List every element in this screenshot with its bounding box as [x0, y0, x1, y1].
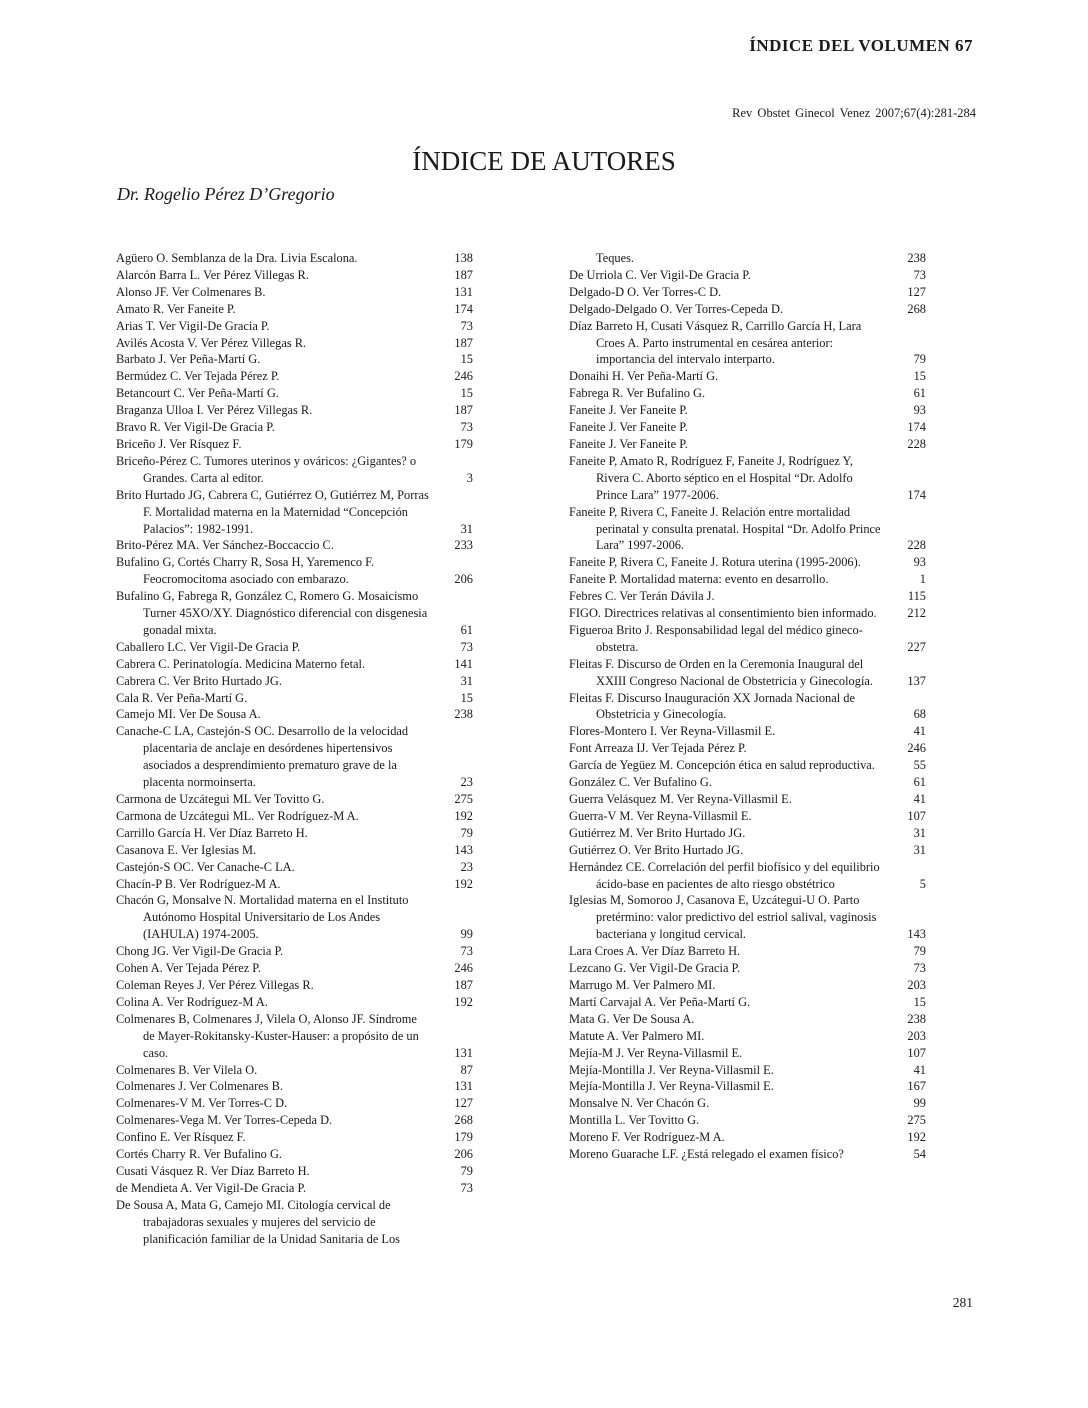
entry-text: Iglesias M, Somoroo J, Casanova E, Uzcátegui-U O. Parto pretérmino: valor predictivo del estriol salival, vaginosis bacteriana y longitud cervical. — [569, 893, 877, 942]
entry-text: Briceño-Pérez C. Tumores uterinos y ováricos: ¿Gigantes? o Grandes. Carta al editor. — [116, 453, 417, 485]
entry-text: Faneite P, Amato R, Rodríguez F, Faneite J, Rodríguez Y, Rivera C. Aborto séptico en el Hospital “Dr. Adolfo Prince Lara” 1977-2006. — [569, 453, 853, 502]
entry-page-number: 203 — [907, 977, 926, 992]
entry-text: Gutiérrez O. Ver Brito Hurtado JG. — [569, 842, 744, 857]
entry-page-number: 187 — [454, 267, 473, 282]
entry-page-number: 174 — [907, 487, 926, 502]
entry-page-number: 246 — [907, 741, 926, 756]
entry-text: Barbato J. Ver Peña-Martí G. — [116, 352, 261, 367]
entry-page-number: 141 — [454, 656, 473, 671]
index-column-left — [116, 250, 473, 1247]
entry-page-number: 87 — [460, 1062, 473, 1077]
entry-text: Font Arreaza IJ. Ver Tejada Pérez P. — [569, 741, 747, 756]
index-entry — [116, 639, 473, 656]
index-entry — [116, 453, 473, 487]
entry-text: Moreno F. Ver Rodríguez-M A. — [569, 1130, 725, 1145]
entry-page-number: 61 — [913, 386, 926, 401]
index-entry — [116, 335, 473, 352]
index-entry — [569, 723, 926, 740]
entry-text: Bravo R. Ver Vigil-De Gracia P. — [116, 420, 275, 435]
index-entry — [116, 859, 473, 876]
index-entry — [569, 301, 926, 318]
entry-text: Mata G. Ver De Sousa A. — [569, 1011, 695, 1026]
entry-text: Faneite P, Rivera C, Faneite J. Relación entre mortalidad perinatal y consulta prenatal. Hospital “Dr. Adolfo Prince Lara” 1997-2006. — [569, 504, 881, 553]
entry-text: Fleitas F. Discurso Inauguración XX Jornada Nacional de Obstetricia y Ginecología. — [569, 690, 855, 722]
entry-page-number: 73 — [913, 961, 926, 976]
index-entry — [569, 791, 926, 808]
entry-text: Colmenares J. Ver Colmenares B. — [116, 1079, 284, 1094]
index-entry — [569, 825, 926, 842]
entry-page-number: 99 — [460, 927, 473, 942]
index-entry — [569, 1028, 926, 1045]
entry-text: Brito-Pérez MA. Ver Sánchez-Boccaccio C. — [116, 538, 334, 553]
entry-page-number: 187 — [454, 977, 473, 992]
entry-text: Guerra Velásquez M. Ver Reyna-Villasmil E. — [569, 792, 792, 806]
entry-page-number: 192 — [907, 1130, 926, 1145]
entry-page-number: 3 — [466, 470, 473, 485]
index-entry — [116, 537, 473, 554]
entry-page-number: 54 — [913, 1147, 926, 1162]
entry-text: Canache-C LA, Castejón-S OC. Desarrollo de la velocidad placentaria de anclaje en desórdenes hipertensivos asociados a desprendimiento prematuro grave de la placenta normoinserta. — [116, 724, 409, 790]
index-entry — [569, 960, 926, 977]
entry-text: Mejía-Montilla J. Ver Reyna-Villasmil E. — [569, 1062, 774, 1077]
entry-text: de Mendieta A. Ver Vigil-De Gracia P. — [116, 1180, 307, 1195]
entry-page-number: 187 — [454, 403, 473, 418]
journal-citation: Rev Obstet Ginecol Venez 2007;67(4):281-284 — [732, 106, 976, 120]
entry-page-number: 55 — [913, 758, 926, 773]
entry-page-number: 192 — [454, 994, 473, 1009]
index-entry — [569, 1011, 926, 1028]
entry-text: Faneite P. Mortalidad materna: evento en desarrollo. — [569, 572, 829, 587]
entry-text: Castejón-S OC. Ver Canache-C LA. — [116, 859, 295, 874]
entry-text: Bermúdez C. Ver Tejada Pérez P. — [116, 369, 280, 384]
entry-page-number: 1 — [919, 572, 926, 587]
entry-page-number: 5 — [919, 876, 926, 891]
index-entry — [569, 267, 926, 284]
entry-text: Alarcón Barra L. Ver Pérez Villegas R. — [116, 267, 309, 282]
entry-text: Lara Croes A. Ver Díaz Barreto H. — [569, 944, 741, 959]
index-entry — [569, 504, 926, 555]
entry-page-number: 73 — [460, 639, 473, 654]
entry-text: Cabrera C. Ver Brito Hurtado JG. — [116, 673, 282, 688]
index-entry — [569, 994, 926, 1011]
entry-text: Cohen A. Ver Tejada Pérez P. — [116, 961, 261, 976]
index-entry — [569, 368, 926, 385]
entry-page-number: 268 — [907, 301, 926, 316]
entry-page-number: 206 — [454, 572, 473, 587]
entry-text: Flores-Montero I. Ver Reyna-Villasmil E. — [569, 724, 776, 739]
entry-text: Chong JG. Ver Vigil-De Gracia P. — [116, 944, 284, 959]
entry-text: Faneite J. Ver Faneite P. — [569, 420, 688, 435]
index-entry — [116, 791, 473, 808]
entry-text: García de Yegüez M. Concepción ética en salud reproductiva. — [569, 758, 875, 773]
entry-text: Fabrega R. Ver Bufalino G. — [569, 386, 706, 401]
index-entry — [116, 487, 473, 538]
entry-text: Amato R. Ver Faneite P. — [116, 301, 236, 316]
entry-page-number: 131 — [454, 1045, 473, 1060]
index-entry — [569, 284, 926, 301]
entry-text: Mejía-Montilla J. Ver Reyna-Villasmil E. — [569, 1079, 774, 1094]
entry-text: Teques. — [596, 251, 635, 265]
index-entry — [116, 943, 473, 960]
entry-page-number: 61 — [913, 775, 926, 790]
index-entry — [116, 1112, 473, 1129]
index-entry — [116, 1062, 473, 1079]
entry-text: Chacín-P B. Ver Rodríguez-M A. — [116, 876, 281, 891]
entry-page-number: 79 — [913, 944, 926, 959]
entry-page-number: 233 — [454, 538, 473, 553]
entry-page-number: 174 — [907, 420, 926, 435]
index-entry — [116, 351, 473, 368]
entry-page-number: 246 — [454, 369, 473, 384]
entry-page-number: 137 — [907, 673, 926, 688]
index-entry — [116, 554, 473, 588]
index-entry — [116, 808, 473, 825]
entry-page-number: 143 — [454, 842, 473, 857]
entry-page-number: 23 — [460, 775, 473, 790]
entry-text: Mejía-M J. Ver Reyna-Villasmil E. — [569, 1045, 743, 1060]
entry-page-number: 15 — [460, 386, 473, 401]
entry-text: Carmona de Uzcátegui ML. Ver Rodríguez-M A. — [116, 808, 359, 823]
entry-text: Febres C. Ver Terán Dávila J. — [569, 589, 715, 604]
index-entry — [116, 960, 473, 977]
entry-page-number: 15 — [460, 352, 473, 367]
index-column-right — [569, 250, 926, 1163]
index-entry — [116, 723, 473, 791]
entry-page-number: 115 — [907, 589, 926, 604]
index-entry — [569, 605, 926, 622]
entry-text: Colmenares B, Colmenares J, Vilela O, Alonso JF. Síndrome de Mayer-Rokitansky-Kuster-Hauser: a propósito de un caso. — [116, 1011, 419, 1060]
entry-text: Carrillo García H. Ver Díaz Barreto H. — [116, 825, 308, 840]
index-entry — [569, 656, 926, 690]
entry-text: Monsalve N. Ver Chacón G. — [569, 1096, 710, 1111]
entry-text: FIGO. Directrices relativas al consentimiento bien informado. — [569, 606, 877, 621]
index-entry — [569, 250, 926, 267]
entry-text: Marrugo M. Ver Palmero MI. — [569, 977, 716, 992]
entry-page-number: 179 — [454, 1130, 473, 1145]
entry-page-number: 143 — [907, 927, 926, 942]
index-entry — [116, 301, 473, 318]
entry-text: Briceño J. Ver Rísquez F. — [116, 436, 242, 451]
entry-text: Carmona de Uzcátegui ML Ver Tovitto G. — [116, 792, 325, 806]
index-entry — [569, 774, 926, 791]
entry-text: Faneite P, Rivera C, Faneite J. Rotura uterina (1995-2006). — [569, 555, 861, 570]
entry-page-number: 138 — [454, 251, 473, 265]
entry-page-number: 131 — [454, 1079, 473, 1094]
entry-page-number: 41 — [913, 1062, 926, 1077]
index-entry — [569, 318, 926, 369]
entry-text: Lezcano G. Ver Vigil-De Gracia P. — [569, 961, 741, 976]
entry-text: Chacón G, Monsalve N. Mortalidad materna en el Instituto Autónomo Hospital Universitario de Los Andes (IAHULA) 1974-2005. — [116, 893, 409, 942]
index-entry — [116, 419, 473, 436]
entry-page-number: 206 — [454, 1147, 473, 1162]
entry-text: Avilés Acosta V. Ver Pérez Villegas R. — [116, 335, 307, 350]
index-entry — [116, 1197, 473, 1248]
entry-page-number: 179 — [454, 436, 473, 451]
entry-text: Camejo MI. Ver De Sousa A. — [116, 707, 261, 722]
entry-page-number: 107 — [907, 1045, 926, 1060]
entry-page-number: 41 — [913, 792, 926, 806]
entry-page-number: 192 — [454, 876, 473, 891]
index-entry — [116, 267, 473, 284]
entry-text: Brito Hurtado JG, Cabrera C, Gutiérrez O, Gutiérrez M, Porras F. Mortalidad materna en la Maternidad “Concepción Palacios”: 1982-1991. — [116, 487, 429, 536]
index-entry — [116, 436, 473, 453]
index-entry — [116, 1146, 473, 1163]
entry-text: Fleitas F. Discurso de Orden en la Ceremonia Inaugural del XXIII Congreso Nacional de Obstetricia y Ginecología. — [569, 656, 873, 688]
page-title: ÍNDICE DE AUTORES — [412, 146, 676, 176]
index-entry — [569, 588, 926, 605]
index-entry — [116, 385, 473, 402]
entry-page-number: 275 — [454, 792, 473, 806]
index-entry — [569, 740, 926, 757]
index-entry — [116, 250, 473, 267]
entry-page-number: 15 — [913, 994, 926, 1009]
entry-text: Betancourt C. Ver Peña-Martí G. — [116, 386, 279, 401]
entry-text: Díaz Barreto H, Cusati Vásquez R, Carrillo García H, Lara Croes A. Parto instrumental en cesárea anterior: importancia del intervalo interparto. — [569, 318, 862, 367]
entry-text: Caballero LC. Ver Vigil-De Gracia P. — [116, 639, 301, 654]
entry-text: Bufalino G, Fabrega R, González C, Romero G. Mosaicismo Turner 45XO/XY. Diagnóstico diferencial con disgenesia gonadal mixta. — [116, 589, 428, 637]
entry-page-number: 187 — [454, 335, 473, 350]
entry-page-number: 79 — [460, 1163, 473, 1178]
index-entry — [569, 385, 926, 402]
entry-page-number: 99 — [913, 1096, 926, 1111]
entry-page-number: 61 — [460, 622, 473, 637]
index-entry — [569, 571, 926, 588]
entry-page-number: 203 — [907, 1028, 926, 1043]
index-entry — [116, 1163, 473, 1180]
index-entry — [116, 284, 473, 301]
entry-page-number: 228 — [907, 538, 926, 553]
entry-page-number: 167 — [907, 1079, 926, 1094]
index-entry — [569, 690, 926, 724]
index-entry — [116, 402, 473, 419]
index-entry — [569, 436, 926, 453]
entry-page-number: 227 — [907, 639, 926, 654]
entry-text: Cala R. Ver Peña-Martí G. — [116, 690, 248, 705]
entry-text: Confino E. Ver Rísquez F. — [116, 1130, 246, 1145]
entry-text: Figueroa Brito J. Responsabilidad legal del médico gineco-obstetra. — [569, 622, 863, 654]
index-entry — [569, 1129, 926, 1146]
entry-page-number: 31 — [913, 842, 926, 857]
index-entry — [569, 1045, 926, 1062]
entry-page-number: 238 — [907, 1011, 926, 1026]
entry-text: Arias T. Ver Vigil-De Gracia P. — [116, 318, 270, 333]
entry-page-number: 238 — [907, 251, 926, 265]
entry-text: González C. Ver Bufalino G. — [569, 775, 712, 790]
index-entry — [569, 859, 926, 893]
entry-page-number: 15 — [460, 690, 473, 705]
entry-text: Colmenares-Vega M. Ver Torres-Cepeda D. — [116, 1113, 333, 1128]
index-entry — [116, 1011, 473, 1062]
entry-text: Colina A. Ver Rodríguez-M A. — [116, 994, 268, 1009]
index-entry — [116, 1180, 473, 1197]
entry-text: Coleman Reyes J. Ver Pérez Villegas R. — [116, 977, 314, 992]
index-entry — [116, 706, 473, 723]
entry-text: Bufalino G, Cortés Charry R, Sosa H, Yaremenco F. Feocromocitoma asociado con embarazo. — [116, 555, 375, 587]
index-entry — [116, 656, 473, 673]
index-entry — [569, 1078, 926, 1095]
entry-page-number: 15 — [913, 369, 926, 384]
entry-text: De Urriola C. Ver Vigil-De Gracia P. — [569, 267, 751, 282]
entry-page-number: 31 — [913, 825, 926, 840]
entry-text: Moreno Guarache LF. ¿Está relegado el examen físico? — [569, 1147, 844, 1162]
index-entry — [569, 808, 926, 825]
index-entry — [569, 757, 926, 774]
entry-text: Braganza Ulloa I. Ver Pérez Villegas R. — [116, 403, 313, 418]
entry-page-number: 73 — [460, 1180, 473, 1195]
index-entry — [569, 554, 926, 571]
index-entry — [569, 842, 926, 859]
entry-text: Colmenares-V M. Ver Torres-C D. — [116, 1096, 288, 1111]
index-entry — [116, 1078, 473, 1095]
entry-page-number: 79 — [913, 352, 926, 367]
entry-text: Gutiérrez M. Ver Brito Hurtado JG. — [569, 825, 746, 840]
entry-text: Matute A. Ver Palmero MI. — [569, 1028, 705, 1043]
entry-text: Cusati Vásquez R. Ver Díaz Barreto H. — [116, 1163, 310, 1178]
entry-page-number: 246 — [454, 961, 473, 976]
entry-page-number: 73 — [460, 318, 473, 333]
index-entry — [569, 1062, 926, 1079]
entry-text: Colmenares B. Ver Vilela O. — [116, 1062, 258, 1077]
entry-page-number: 131 — [454, 284, 473, 299]
entry-page-number: 93 — [913, 555, 926, 570]
entry-page-number: 73 — [460, 944, 473, 959]
index-entry — [116, 318, 473, 335]
index-entry — [116, 977, 473, 994]
index-entry — [569, 622, 926, 656]
index-entry — [116, 673, 473, 690]
entry-page-number: 41 — [913, 724, 926, 739]
entry-page-number: 268 — [454, 1113, 473, 1128]
running-head: ÍNDICE DEL VOLUMEN 67 — [749, 36, 973, 55]
index-entry — [116, 1129, 473, 1146]
entry-page-number: 93 — [913, 403, 926, 418]
index-entry — [569, 419, 926, 436]
index-entry — [569, 977, 926, 994]
entry-text: Cabrera C. Perinatología. Medicina Materno fetal. — [116, 656, 366, 671]
entry-text: Cortés Charry R. Ver Bufalino G. — [116, 1147, 282, 1162]
entry-page-number: 238 — [454, 707, 473, 722]
entry-page-number: 68 — [913, 707, 926, 722]
index-entry — [116, 690, 473, 707]
author-byline: Dr. Rogelio Pérez D’Gregorio — [117, 184, 335, 204]
entry-page-number: 73 — [913, 267, 926, 282]
index-entry — [116, 368, 473, 385]
entry-text: Casanova E. Ver Iglesias M. — [116, 842, 257, 857]
index-entry — [569, 943, 926, 960]
index-entry — [116, 825, 473, 842]
entry-page-number: 31 — [460, 673, 473, 688]
entry-text: Donaihi H. Ver Peña-Martí G. — [569, 369, 719, 384]
entry-page-number: 127 — [907, 284, 926, 299]
entry-page-number: 212 — [907, 606, 926, 621]
entry-text: Martí Carvajal A. Ver Peña-Martí G. — [569, 994, 751, 1009]
index-entry — [116, 876, 473, 893]
index-entry — [569, 1112, 926, 1129]
entry-text: De Sousa A, Mata G, Camejo MI. Citología cervical de trabajadoras sexuales y mujeres del servicio de planificación familiar de la Unidad Sanitaria de Los — [116, 1197, 401, 1246]
index-entry — [569, 1095, 926, 1112]
index-entry — [116, 892, 473, 943]
entry-text: Alonso JF. Ver Colmenares B. — [116, 284, 266, 299]
index-entry — [569, 892, 926, 943]
entry-text: Faneite J. Ver Faneite P. — [569, 436, 688, 451]
entry-text: Delgado-Delgado O. Ver Torres-Cepeda D. — [569, 301, 784, 316]
entry-page-number: 73 — [460, 420, 473, 435]
entry-page-number: 31 — [460, 521, 473, 536]
entry-page-number: 174 — [454, 301, 473, 316]
entry-text: Agüero O. Semblanza de la Dra. Livia Escalona. — [116, 251, 358, 265]
entry-text: Hernández CE. Correlación del perfil biofísico y del equilibrio ácido-base en pacientes de alto riesgo obstétrico — [569, 859, 880, 891]
entry-text: Delgado-D O. Ver Torres-C D. — [569, 284, 722, 299]
entry-page-number: 107 — [907, 808, 926, 823]
entry-text: Guerra-V M. Ver Reyna-Villasmil E. — [569, 808, 752, 823]
entry-page-number: 127 — [454, 1096, 473, 1111]
index-entry — [569, 453, 926, 504]
index-entry — [116, 842, 473, 859]
entry-text: Montilla L. Ver Tovitto G. — [569, 1113, 700, 1128]
entry-page-number: 228 — [907, 436, 926, 451]
index-entry — [569, 1146, 926, 1163]
entry-page-number: 79 — [460, 825, 473, 840]
entry-page-number: 23 — [460, 859, 473, 874]
index-entry — [116, 1095, 473, 1112]
index-entry — [569, 402, 926, 419]
index-entry — [116, 994, 473, 1011]
entry-text: Faneite J. Ver Faneite P. — [569, 403, 688, 418]
page-number: 281 — [952, 1295, 973, 1310]
entry-page-number: 275 — [907, 1113, 926, 1128]
entry-page-number: 192 — [454, 808, 473, 823]
index-entry — [116, 588, 473, 639]
